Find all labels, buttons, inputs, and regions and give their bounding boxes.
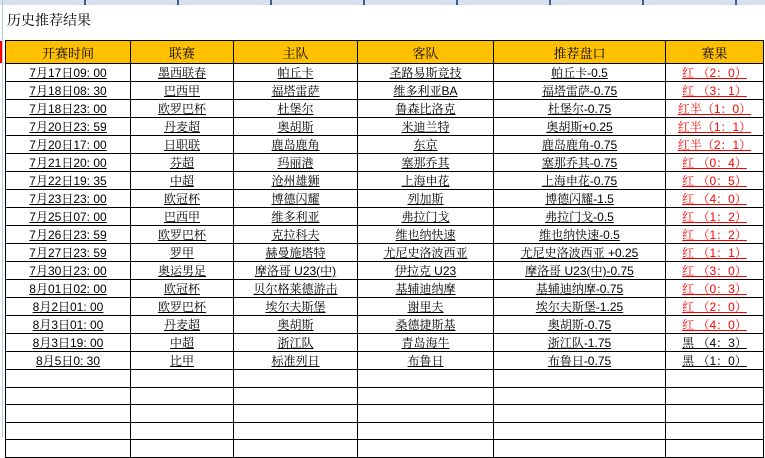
table-row (6, 136, 764, 154)
cell-text: 桑德捷斯基 (395, 318, 456, 332)
cell-result[interactable] (666, 226, 764, 244)
col-header-handicap[interactable]: 推荐盘口 (494, 41, 666, 64)
cell-away[interactable] (358, 190, 494, 208)
cell-text: 克拉科夫 (271, 228, 320, 242)
cell-text: 丹麦超 (163, 318, 200, 332)
table-row (6, 190, 764, 208)
cell-text: 东京 (413, 138, 438, 152)
cell-time[interactable] (6, 100, 131, 118)
cell-text: 青岛海牛 (401, 336, 450, 350)
table-row (6, 280, 764, 298)
column-header-strip (0, 0, 765, 6)
empty-cell[interactable] (234, 370, 358, 388)
cell-handicap[interactable] (494, 136, 666, 154)
empty-cell[interactable] (234, 440, 358, 458)
empty-cell[interactable] (131, 422, 234, 440)
cell-text: 博德闪耀 (271, 192, 320, 206)
cell-text: 中超 (169, 336, 194, 350)
cell-home[interactable] (234, 118, 358, 136)
cell-handicap[interactable] (494, 244, 666, 262)
empty-row (6, 370, 764, 388)
cell-league[interactable] (131, 64, 234, 82)
empty-cell[interactable] (131, 440, 234, 458)
cell-text: 赫曼施塔特 (265, 246, 326, 260)
cell-text: 8月01日02: 00 (29, 282, 107, 296)
cell-away[interactable] (358, 82, 494, 100)
cell-text: 红 （1：2） (682, 228, 747, 242)
cell-result[interactable] (666, 244, 764, 262)
cell-away[interactable] (358, 244, 494, 262)
cell-home[interactable] (234, 136, 358, 154)
cell-text: 塞那乔其-0.75 (541, 156, 618, 170)
cell-league[interactable] (131, 118, 234, 136)
cell-time[interactable] (6, 190, 131, 208)
cell-away[interactable] (358, 136, 494, 154)
cell-away[interactable] (358, 118, 494, 136)
empty-cell[interactable] (358, 387, 494, 405)
cell-text: 红 （4：0） (682, 318, 747, 332)
cell-text: 列加斯 (407, 192, 444, 206)
cell-league[interactable] (131, 244, 234, 262)
cell-text: 维也纳快速 (395, 228, 456, 242)
cell-away[interactable] (358, 100, 494, 118)
cell-result[interactable] (666, 100, 764, 118)
cell-league[interactable] (131, 100, 234, 118)
col-header-kickoff-time[interactable]: 开赛时间 (6, 41, 131, 64)
cell-text: 浙江队 (277, 336, 314, 350)
table-row (6, 100, 764, 118)
table-row (6, 226, 764, 244)
cell-time[interactable] (6, 262, 131, 280)
cell-text: 上海申花 (401, 174, 450, 188)
cell-text: 墨西联春 (157, 66, 206, 80)
cell-text: 摩洛哥 U23(中) (254, 264, 337, 278)
cell-league[interactable] (131, 352, 234, 370)
cell-away[interactable] (358, 172, 494, 190)
cell-text: 巴西甲 (163, 210, 200, 224)
cell-text: 鲁森比洛克 (395, 102, 456, 116)
cell-text: 丹麦超 (163, 120, 200, 134)
table-row (6, 298, 764, 316)
cell-text: 红半（1：1） (677, 120, 752, 134)
empty-cell[interactable] (494, 422, 666, 440)
cell-home[interactable] (234, 190, 358, 208)
empty-cell[interactable] (234, 422, 358, 440)
cell-home[interactable] (234, 352, 358, 370)
cell-handicap[interactable] (494, 334, 666, 352)
cell-text: 布鲁日-0.75 (547, 354, 612, 368)
cell-text: 奥胡斯 (277, 318, 314, 332)
cell-text: 红 （2：0） (682, 66, 747, 80)
cell-text: 7月23日23: 00 (29, 192, 107, 206)
cell-time[interactable] (6, 208, 131, 226)
empty-cell[interactable] (494, 370, 666, 388)
cell-away[interactable] (358, 334, 494, 352)
empty-cell[interactable] (131, 387, 234, 405)
cell-text: 7月17日09: 00 (29, 66, 107, 80)
empty-cell[interactable] (358, 440, 494, 458)
cell-text: 弗拉门戈 (401, 210, 450, 224)
cell-result[interactable] (666, 136, 764, 154)
col-header-away-team[interactable]: 客队 (358, 41, 494, 64)
cell-text: 巴西甲 (163, 84, 200, 98)
cell-text: 7月22日19: 35 (29, 174, 107, 188)
cell-result[interactable] (666, 172, 764, 190)
table-row (6, 316, 764, 334)
table-row (6, 244, 764, 262)
cell-league[interactable] (131, 208, 234, 226)
cell-text: 红 （2：0） (682, 300, 747, 314)
cell-league[interactable] (131, 172, 234, 190)
cell-home[interactable] (234, 172, 358, 190)
cell-text: 基辅迪纳摩 (395, 282, 456, 296)
cell-away[interactable] (358, 352, 494, 370)
cell-text: 奥运男足 (157, 264, 206, 278)
cell-result[interactable] (666, 316, 764, 334)
cell-text: 博德闪耀-1.5 (545, 192, 614, 206)
cell-text: 标准列日 (271, 354, 320, 368)
cell-text: 基辅迪纳摩-0.75 (535, 282, 624, 296)
empty-cell[interactable] (666, 370, 764, 388)
cell-text: 尤尼史洛波西亚 +0.25 (520, 246, 639, 260)
cell-text: 欧罗巴杯 (157, 300, 206, 314)
cell-text: 7月20日23: 59 (29, 120, 107, 134)
cell-time[interactable] (6, 118, 131, 136)
cell-league[interactable] (131, 280, 234, 298)
empty-cell[interactable] (131, 405, 234, 423)
cell-text: 埃尔夫斯堡-1.25 (535, 300, 624, 314)
cell-time[interactable] (6, 316, 131, 334)
cell-league[interactable] (131, 262, 234, 280)
cell-text: 7月18日23: 00 (29, 102, 107, 116)
cell-text: 米迪兰特 (401, 120, 450, 134)
cell-home[interactable] (234, 226, 358, 244)
empty-cell[interactable] (666, 422, 764, 440)
cell-handicap[interactable] (494, 118, 666, 136)
cell-text: 尤尼史洛波西亚 (383, 246, 468, 260)
empty-row (6, 387, 764, 405)
cell-text: 红 （3：0） (682, 264, 747, 278)
cell-text: 维多利亚 (271, 210, 320, 224)
cell-home[interactable] (234, 100, 358, 118)
cell-time[interactable] (6, 298, 131, 316)
cell-text: 红半（2：1） (677, 138, 752, 152)
cell-result[interactable] (666, 208, 764, 226)
cell-text: 欧罗巴杯 (157, 228, 206, 242)
cell-text: 欧罗巴杯 (157, 102, 206, 116)
cell-time[interactable] (6, 154, 131, 172)
empty-cell[interactable] (6, 440, 131, 458)
cell-text: 弗拉门戈-0.5 (545, 210, 614, 224)
cell-time[interactable] (6, 64, 131, 82)
cell-text: 7月18日08: 30 (29, 84, 107, 98)
cell-text: 比甲 (169, 354, 194, 368)
cell-handicap[interactable] (494, 82, 666, 100)
empty-cell[interactable] (358, 422, 494, 440)
cell-away[interactable] (358, 226, 494, 244)
cell-away[interactable] (358, 298, 494, 316)
cell-text: 欧冠杯 (163, 192, 200, 206)
empty-cell[interactable] (494, 387, 666, 405)
cell-handicap[interactable] (494, 154, 666, 172)
cell-league[interactable] (131, 226, 234, 244)
cell-league[interactable] (131, 154, 234, 172)
empty-cell[interactable] (358, 370, 494, 388)
cell-time[interactable] (6, 334, 131, 352)
empty-cell[interactable] (666, 440, 764, 458)
cell-league[interactable] (131, 190, 234, 208)
cell-result[interactable] (666, 64, 764, 82)
cell-handicap[interactable] (494, 100, 666, 118)
cell-time[interactable] (6, 226, 131, 244)
cell-handicap[interactable] (494, 64, 666, 82)
cell-time[interactable] (6, 352, 131, 370)
cell-text: 红 （0：3） (682, 282, 747, 296)
cell-text: 红半（1：0） (677, 102, 752, 116)
cell-text: 玛丽港 (277, 156, 314, 170)
cell-text: 8月3日01: 00 (32, 318, 104, 332)
cell-handicap[interactable] (494, 190, 666, 208)
header-left-red-accent (0, 41, 2, 63)
empty-cell[interactable] (666, 387, 764, 405)
table-row (6, 82, 764, 100)
col-header-league[interactable]: 联赛 (131, 41, 234, 64)
table-row (6, 352, 764, 370)
cell-league[interactable] (131, 136, 234, 154)
cell-handicap[interactable] (494, 298, 666, 316)
cell-home[interactable] (234, 334, 358, 352)
cell-result[interactable] (666, 118, 764, 136)
cell-text: 7月25日07: 00 (29, 210, 107, 224)
results-table (5, 40, 764, 458)
empty-cell[interactable] (6, 370, 131, 388)
header-row (6, 41, 764, 64)
cell-text: 维多利亚BA (393, 84, 458, 98)
cell-text: 红 （1：1） (682, 246, 747, 260)
cell-result[interactable] (666, 334, 764, 352)
empty-cell[interactable] (358, 405, 494, 423)
cell-text: 杜堡尔 (277, 102, 314, 116)
cell-text: 黑 （4：3） (682, 336, 747, 350)
cell-text: 帕丘卡 (277, 66, 314, 80)
results-table-header (6, 41, 764, 64)
cell-text: 上海申花-0.75 (541, 174, 618, 188)
cell-text: 伊拉克 U23 (394, 264, 457, 278)
empty-cell[interactable] (494, 440, 666, 458)
cell-text: 浙江队-1.75 (547, 336, 612, 350)
cell-text: 奥胡斯-0.75 (547, 318, 612, 332)
cell-text: 芬超 (169, 156, 194, 170)
results-table-body (6, 64, 764, 458)
cell-text: 鹿岛鹿角 (271, 138, 320, 152)
cell-away[interactable] (358, 280, 494, 298)
empty-cell[interactable] (6, 422, 131, 440)
empty-cell[interactable] (6, 387, 131, 405)
cell-handicap[interactable] (494, 280, 666, 298)
cell-text: 7月30日23: 00 (29, 264, 107, 278)
cell-text: 7月21日20: 00 (29, 156, 107, 170)
cell-text: 罗甲 (169, 246, 194, 260)
cell-text: 维也纳快速-0.5 (539, 228, 620, 242)
cell-home[interactable] (234, 298, 358, 316)
cell-time[interactable] (6, 82, 131, 100)
cell-text: 8月2日01: 00 (32, 300, 104, 314)
cell-result[interactable] (666, 82, 764, 100)
cell-time[interactable] (6, 136, 131, 154)
cell-handicap[interactable] (494, 316, 666, 334)
cell-home[interactable] (234, 262, 358, 280)
cell-home[interactable] (234, 316, 358, 334)
cell-home[interactable] (234, 208, 358, 226)
cell-text: 杜堡尔-0.75 (547, 102, 612, 116)
cell-text: 欧冠杯 (163, 282, 200, 296)
cell-away[interactable] (358, 154, 494, 172)
table-row (6, 334, 764, 352)
sheet-left-gridline (2, 0, 3, 437)
cell-league[interactable] (131, 82, 234, 100)
cell-text: 7月26日23: 59 (29, 228, 107, 242)
cell-text: 8月3日19: 00 (32, 336, 104, 350)
cell-handicap[interactable] (494, 208, 666, 226)
cell-away[interactable] (358, 316, 494, 334)
col-header-home-team[interactable]: 主队 (234, 41, 358, 64)
cell-text: 贝尔格莱德游击 (253, 282, 338, 296)
cell-result[interactable] (666, 154, 764, 172)
cell-home[interactable] (234, 244, 358, 262)
table-row (6, 172, 764, 190)
cell-handicap[interactable] (494, 226, 666, 244)
cell-text: 日职联 (163, 138, 200, 152)
cell-text: 奥胡斯+0.25 (546, 120, 613, 134)
cell-handicap[interactable] (494, 352, 666, 370)
table-row (6, 262, 764, 280)
empty-row (6, 405, 764, 423)
cell-time[interactable] (6, 244, 131, 262)
cell-text: 黑 （1：0） (682, 354, 747, 368)
cell-text: 帕丘卡-0.5 (551, 66, 608, 80)
cell-away[interactable] (358, 208, 494, 226)
cell-text: 摩洛哥 U23(中)-0.75 (525, 264, 634, 278)
empty-cell[interactable] (131, 370, 234, 388)
table-row (6, 154, 764, 172)
cell-text: 中超 (169, 174, 194, 188)
cell-text: 鹿岛鹿角-0.75 (541, 138, 618, 152)
cell-text: 福塔雷萨-0.75 (541, 84, 618, 98)
cell-text: 8月5日0: 30 (35, 354, 101, 368)
cell-text: 红 （3：1） (682, 84, 747, 98)
empty-row (6, 422, 764, 440)
table-row (6, 208, 764, 226)
cell-league[interactable] (131, 334, 234, 352)
cell-handicap[interactable] (494, 172, 666, 190)
cell-result[interactable] (666, 262, 764, 280)
empty-cell[interactable] (234, 387, 358, 405)
cell-league[interactable] (131, 298, 234, 316)
cell-away[interactable] (358, 64, 494, 82)
cell-text: 红 （0：5） (682, 174, 747, 188)
cell-home[interactable] (234, 154, 358, 172)
empty-cell[interactable] (234, 405, 358, 423)
cell-text: 奥胡斯 (277, 120, 314, 134)
cell-text: 红 （4：0） (682, 192, 747, 206)
cell-text: 红 （0：4） (682, 156, 747, 170)
cell-text: 埃尔夫斯堡 (265, 300, 326, 314)
cell-result[interactable] (666, 280, 764, 298)
cell-text: 福塔雷萨 (271, 84, 320, 98)
empty-cell[interactable] (494, 405, 666, 423)
cell-text: 布鲁日 (407, 354, 444, 368)
cell-result[interactable] (666, 298, 764, 316)
cell-time[interactable] (6, 280, 131, 298)
cell-time[interactable] (6, 172, 131, 190)
cell-league[interactable] (131, 316, 234, 334)
empty-cell[interactable] (6, 405, 131, 423)
page-title: 历史推荐结果 (7, 12, 91, 28)
cell-home[interactable] (234, 82, 358, 100)
table-row (6, 118, 764, 136)
cell-text: 圣路易斯竞技 (389, 66, 462, 80)
cell-text: 塞那乔其 (401, 156, 450, 170)
cell-text: 红 （1：2） (682, 210, 747, 224)
col-header-result[interactable]: 赛果 (666, 41, 764, 64)
cell-home[interactable] (234, 64, 358, 82)
empty-row (6, 440, 764, 458)
cell-text: 谢里夫 (407, 300, 444, 314)
cell-home[interactable] (234, 280, 358, 298)
cell-result[interactable] (666, 190, 764, 208)
cell-away[interactable] (358, 262, 494, 280)
cell-text: 7月20日17: 00 (29, 138, 107, 152)
cell-text: 沧州雄狮 (271, 174, 320, 188)
empty-cell[interactable] (666, 405, 764, 423)
cell-text: 7月27日23: 59 (29, 246, 107, 260)
cell-handicap[interactable] (494, 262, 666, 280)
table-row (6, 64, 764, 82)
cell-result[interactable] (666, 352, 764, 370)
